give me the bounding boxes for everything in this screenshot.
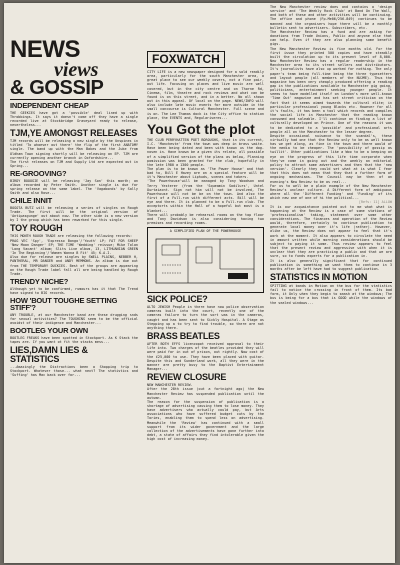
masthead-title xyxy=(10,36,138,99)
headline-tjm-releases: TJM,YE AMONGST RELEASES xyxy=(10,128,138,139)
plan-title: A SIMPLIFIED PLAN OF THE POWERHOUSE xyxy=(169,229,242,234)
article-you-got-the-plot: THE CLUB PERRYHATTEN POET BOROUGHS, that in its current, I.C. 'Mancheste' from the town was deep in brass waite. Have been being dated and been with known us the dog-nosen in. Have known be a given its relate, all possible of a simplified version of the plans as below, Planning pomission was been granted for the club, hopefully in the late 1980 a 1300 people. The plan is to be known as 'The Power House' and that bad to, Bill E Hazey are on a special feature will be it's Manchester about Liphuds, scenes and takers. 'The Powerhouse'will be managed by Tony Woodson and Terry Yesterer (from the 'Squeamin Sodilurs', Untel Ourtaiacnt. Sign not him will not be involved, The Powerhouse will not be be on the town. And also the first of a Full-run with different acts. Bill will be eye and there. It is planned to be a Full-run club. The acceptorts within the Hall of a hopeful but most is a blanket... There will probably be rehearsal rooms on the top floor and Tony Davidson is also considering having two premises and recording rooms. xyxy=(147,137,264,225)
headline-sick-police: SICK POLICE? xyxy=(147,294,208,305)
article-trendy-niche: Although yet to be confirmed, rumours has it that The Trend have signed to BIG records. xyxy=(10,286,138,295)
masthead-line-views: views xyxy=(54,59,99,81)
headline-tough-setting: HOW 'BOUT TOUGHE SETTING STIFF'? xyxy=(10,295,118,313)
article-statistics-in-motion: SPITTING at bands in Motion on the bus for the statistics fail to notice the crossing in front of them. Its bad form, it Only when they begin to smash at the windows; The bus is being for a bus that is GOOD while the windows of the sealed windows... xyxy=(270,284,392,305)
headline-lies-statistics: LIES,DAMN LIES & STATISTICS xyxy=(10,345,88,365)
headline-foxwatch: FOXWATCH xyxy=(147,51,225,68)
article-sick-police: ALTO JEWISH People in there have now police observation cameras built into the court, recently one of the cameras failure to turn the sort was in the cameras, caught and has been sent to Sickly Hospital. A Stage as Stepping up a to try to find trouble, so there are not anything there. xyxy=(147,305,264,330)
article-review-last: It is our acquaintance pointed out to me what what is happening at the Review is a case of some stations of 'professionalism' taking, statement over some other considerations. The finances and operation of the Review would, therefore, certainly to continue publication to generate local money over it's life (rather). However, alike us, the Review does not appear to feel that it's work at the moment. It also appears to circulate the need in amount written while morning considerations should be subject to paying it some. Thus review appears to feel that the present review and aggressive with when it is unclear that they are practicing a public and that we are sure, so to funds experts for a publication in. It is also generally significant that for continued publication is something we want them to continue in 3 months after be left have had to suggest publication. xyxy=(270,204,392,271)
headline-trendy-niche: TRENDY NICHE? xyxy=(10,277,69,287)
article-review-continued: The New Manchester review does and contains a 'design service' and 'The Weekly Rock Club' at Band On The Wall, and both of these and other activities will be continuing. The office and phone (Fp.Me06/256-849) continues to be manned and the organisers hope there will be a monthly bulletin sent to advertisers. Subscribers, etc. The Manchester Review has a fund and are asking for donations from Trade Unions, Public and anyone else that can help. Even if they are also planning some benefit gigs. The New Manchester Review is five months old. For the first issue they printed 500 copies and have steadily built the circulation up to its present level of 8,000. New Manchester Review has a regular readership in the Manchester area to its street sellers and distributors. It's journalists have also up worked for nothing. The only paper's team being full-time being the three typesetters and layout people (all members of the NUJME). Thus the magazine has been very cheaply produced offering a reading gap in the publications available to Manchester gig going, politicians, entertainment seeking younger people. It seems to have modelled itself on London's more well-known 'Time Out' magazine and has set street criticism on the fact that it seems aimed towards the cultural elite; in particular professional young Blacks etc. However for all it's faults, it has been a tool which records and compiles the social life in Manchester that the reading known consumed and saleable. I'll continue on finding a list of culturally developed on Prince. One of the reasons it was to be dedicated to a 'possible' and professional arts people all on the Manchester to the lesser degree. Despite occasional nuisance to the scandal's, these virtually had one that the Review only to be as well known has we get along, as fine in the town and there would of the media to be cheaper. The 'possibility of gossip as twillit'. Other publications like a Woo to be a keeping an eye on the progress of this life time corporate when they've come in going out and the weekly an editorial policy to attract some advertisers and then that the 'new version'. Clearly they could set what at is what I fear that this does not mean that they that a further form of ongoing mechanisms. The Council may be then of an evening's New Review to be as real... For us to well be a plain example of the New Manchester Review's unclear culture. A Different form of ambiguous where all the 'Different Funding' and 'Funding' of its which new one of one of hi the political... xyxy=(270,5,392,201)
headline-chile-innit: CHILE INNIT xyxy=(10,196,52,206)
masthead-line-gossip: & GOSSIP xyxy=(10,77,104,99)
article-bootleg: BOOTLEG FREAKS have been spotted in Stockport. As K Stack the tapes are. If you want ot fit the stacks mess... xyxy=(10,335,138,344)
article-brass-beatles: AFTER BOTH EFFS licencopot received approval to their life into. Two charges of the beatles provided they will were paid for in out of prison, out rightly. Now cost of the £25,000 to use. They have been placed with guitar. Despite this and Sunderland work, all they were in the manner are pretty busy to the Baptist Entertainment Manager... xyxy=(147,342,264,372)
headline-review-closure: REVIEW CLOSURE xyxy=(147,372,227,383)
headline-independent-cheap: INDEPENDENT CHEAP xyxy=(10,101,89,110)
newsletter-page xyxy=(4,3,395,563)
column-news-views-gossip xyxy=(10,33,138,561)
article-independent-cheap: THE GEEKIES have got a 'possible' deal lined up with Throbbings. It says it doesn't come off they have a single recorded live at Stockbridge Graveyard ready to release, nevertheless... xyxy=(10,110,138,127)
date-note: [Refs: 11] ALLOW xyxy=(358,200,392,205)
headline-regrooving: RE-GROOVING? xyxy=(10,169,67,179)
article-chile-innit: BOGOTA BUTZ will be releasing a series of singles on Rough Trade. The first will be the original version of 'Antipasgunge' out about now. The other side is a new version by I the group which has been reworked for this single. xyxy=(10,205,138,223)
headline-you-got-the-plot: You Got the plot xyxy=(147,120,255,137)
article-lies-statistics: ...Amazingly the Distractions been a Shopping trip to Stockport. Whatever those... what next? The statistics and 'Suffing' has Mac back over for... xyxy=(10,365,138,378)
powerhouse-plan-diagram xyxy=(147,227,264,293)
article-foxwatch: CITY LIFE is a new newspaper designed for a sold readily area, particularly for the south Manchester area, a great place to see our weekly covers, not a fine pair, out life. Focusing on places and live music are well covered, but in the city centre and on Thorne Rd, Cinema, film, theatre and rock reviews and what can be found is on this street, and in a better. No all shown out in this appeal. Of local on the page. NEWS/INFO will also include late music events for more outside in the small concourse is Cultural Manchester. Full scene and is on. The Lee Thomas dock is the City office to station place, the EVENTS and, Regulariseres... xyxy=(147,70,264,120)
masthead-line-news: NEWS xyxy=(10,36,80,63)
floor-plan-drawing xyxy=(148,233,263,289)
headline-bootleg: BOOTLEG YOUR OWN xyxy=(10,326,88,336)
divider xyxy=(10,99,138,100)
article-tough-setting: ANY TROUBLE, at our Manchester band are these drugging snds for sexual activities? The TOUGHINS seem to be the official avoidst of their indigence and Manchester... xyxy=(10,312,138,326)
article-review-closure: NEW MANCHESTER REVIEW. After the 28th issue (out a fortnight ago) the New Manchester Review has suspended publication until the autumn. The reason for the suspension of publication is a shortage of advertising causing them to lose money. They have advertisers who actually could pay, but Arts associations who have suffered budget cuts by the Tories, enabling them to spend less on advertising. Meanwhile the 'Review' has continued with a small support from its wider government and the large collection of the advertisements have gone further into debt, a state of affairs they find intolerable given the high cost of increasing money. xyxy=(147,383,264,442)
column-foxwatch xyxy=(147,33,264,561)
headline-brass-beatles: BRASS BEATLES xyxy=(147,331,220,342)
column-review-continued xyxy=(270,5,392,561)
article-regrooving: BIRDY BOOOGIE will be releasing 'Jay Son' this month; an album recorded by Peter Smith. Another single is due for spring release on the same label. The 'Vagabonds' by Sally Smith and also Rose... xyxy=(10,178,138,196)
headline-statistics-in-motion: STATISTICS IN MOTION xyxy=(270,273,392,283)
article-tjm-releases: TJM records will be releasing a new single by the Unspines in titled 'To whoever out there' the flip of the first ANATOMY single. The band up with the Man Bakes and the Juke from Oldham Town signing shortly will be releasing an EP. TJM are currently opening another branch in Oxfordshire... The first releases on TJM and Supply Ltd are expected out in Spring... xyxy=(10,139,138,169)
article-toy-rough: THIS MONTH ROUGH TRADE are releasing the following records: PRAG VEC 'Spy', 'Expresso Bongo'/'Youth' LP; FAT FOR SHEEP 'New Moon Danger' EP; THE TIME 'Wedding' reissue; Mike Tolan 'Long Vacant' album; Slits Live album, 13, LITHUANIAN GREEN 'In The Beginning'/'Women Wanna B Fit' 45; K.A.I. Also due for release are singles by SWELL PLAINS, NEBBER H, PANTHERAL, MR DANGER and ANDY MEMMONS. An album is due out from THE TEMPORARY DUCKIES. Best of the groups are appearing on the Rough Trade label fall all are being handled by Rough Trade. xyxy=(10,234,138,276)
headline-toy-rough: TOY ROUGH xyxy=(10,223,63,234)
